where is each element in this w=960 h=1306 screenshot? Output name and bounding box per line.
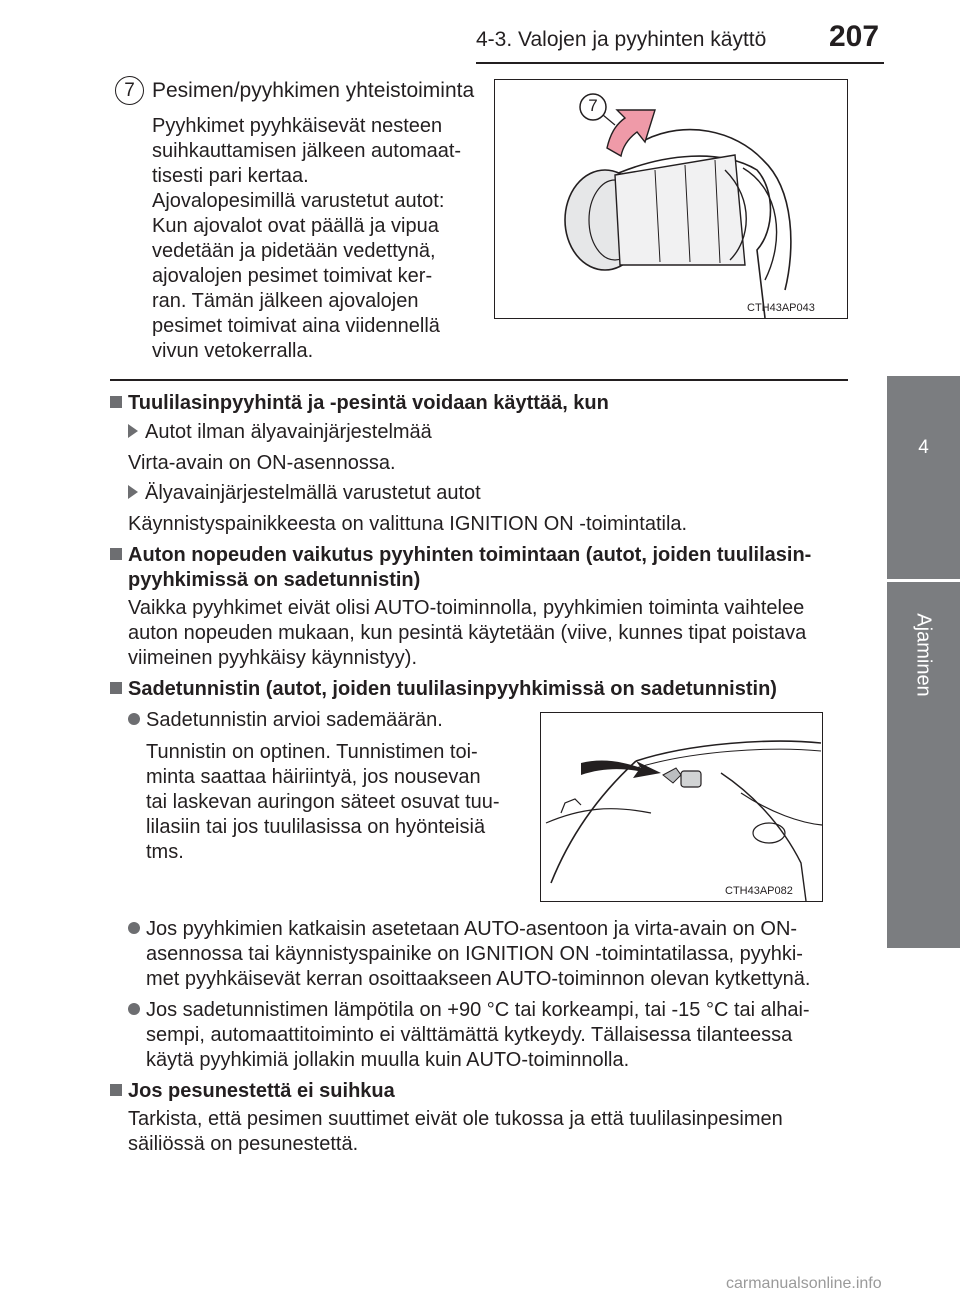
body-text: Tunnistin on optinen. Tunnistimen toi- minta saattaa häiriintyä, jos nousevan tai laskevan auringon säteet osuvat tuu- lilasiin tai jos tuulilasissa on hyönteisiä tms. [146,741,500,863]
square-bullet-icon [110,1084,122,1096]
figure-callout-number: 7 [588,96,598,115]
section-heading: Sadetunnistin (autot, joiden tuulilasinpyyhkimissä on sadetunnistin) [110,677,777,702]
body-text: Tarkista, että pesimen suuttimet eivät ole tukossa ja että tuulilasinpesimen säiliössä on pesunestettä. [128,1108,783,1155]
item-title: Pesimen/pyyhkimen yhteistoiminta [152,79,475,102]
chapter-tab-number: 4 [918,437,929,458]
subheading: Älyavainjärjestelmällä varustetut autot [128,481,481,506]
header-rule [476,62,884,64]
round-bullet-icon [128,713,140,725]
round-bullet-icon [128,1003,140,1015]
body-text: Vaikka pyyhkimet eivät olisi AUTO-toiminnolla, pyyhkimien toiminta vaihtelee auton nopeuden mukaan, kun pesintä käytetään (viive, kunnes tipat poistava viimeinen pyyhkäisy käynnistyy). [128,597,807,669]
round-bullet-icon [128,922,140,934]
triangle-bullet-icon [128,485,138,499]
section-divider [110,379,848,381]
item-paragraph-1: Pyyhkimet pyyhkäisevät nesteen suihkauttamisen jälkeen automaat- tisesti pari kertaa. [152,115,462,187]
section-heading: Auton nopeuden vaikutus pyyhinten toimintaan (autot, joiden tuulilasin- pyyhkimissä on sadetunnistin) [110,543,848,593]
body-text: Käynnistyspainikkeesta on valittuna IGNITION ON -toimintatila. [128,513,688,535]
body-text: Virta-avain on ON-asennossa. [128,452,396,474]
rain-sensor-figure [540,712,823,902]
square-bullet-icon [110,396,122,408]
bullet-item: Jos sadetunnistimen lämpötila on +90 °C tai korkeampi, tai -15 °C tai alhai- sempi, automaattitoiminto ei välttämättä kytkeydy. Tällaisessa tilanteessa käytä pyyhkimiä jollakin muulla kuin AUTO-toiminnolla. [128,998,848,1073]
bullet-item: Jos pyyhkimien katkaisin asetetaan AUTO-asentoon ja virta-avain on ON- asennossa tai käynnistyspainike on IGNITION ON -toimintatilassa, pyyhki- met pyyhkäisevät kerran osoittaakseen AUTO-toiminnon olevan kytkettynä. [128,917,848,992]
section-heading: Tuulilasinpyyhintä ja -pesintä voidaan käyttää, kun [110,391,609,416]
square-bullet-icon [110,682,122,694]
subheading: Autot ilman älyavainjärjestelmää [128,420,432,445]
wiper-lever-illustration [495,80,847,318]
item-number-badge: 7 [115,76,144,105]
section-title: 4-3. Valojen ja pyyhinten käyttö [476,28,767,51]
figure-code: CTH43AP043 [747,302,815,314]
wiper-lever-figure [494,79,848,319]
section-heading: Jos pesunestettä ei suihkua [110,1079,395,1104]
triangle-bullet-icon [128,424,138,438]
chapter-tab-divider [887,579,960,582]
square-bullet-icon [110,548,122,560]
chapter-tab-label: Ajaminen [912,613,935,697]
bullet-item: Sadetunnistin arvioi sademäärän. [128,708,443,733]
watermark: carmanualsonline.info [726,1275,882,1292]
page-number: 207 [829,20,880,53]
figure-code: CTH43AP082 [725,885,793,897]
item-paragraph-2: Ajovalopesimillä varustetut autot: Kun ajovalot ovat päällä ja vipua vedetään ja pidetään vedettynä, ajovalojen pesimet toimivat ker- ran. Tämän jälkeen ajovalojen pesimet toimivat aina viidennellä vivun vetokerralla. [152,190,445,362]
windshield-illustration [541,713,822,901]
